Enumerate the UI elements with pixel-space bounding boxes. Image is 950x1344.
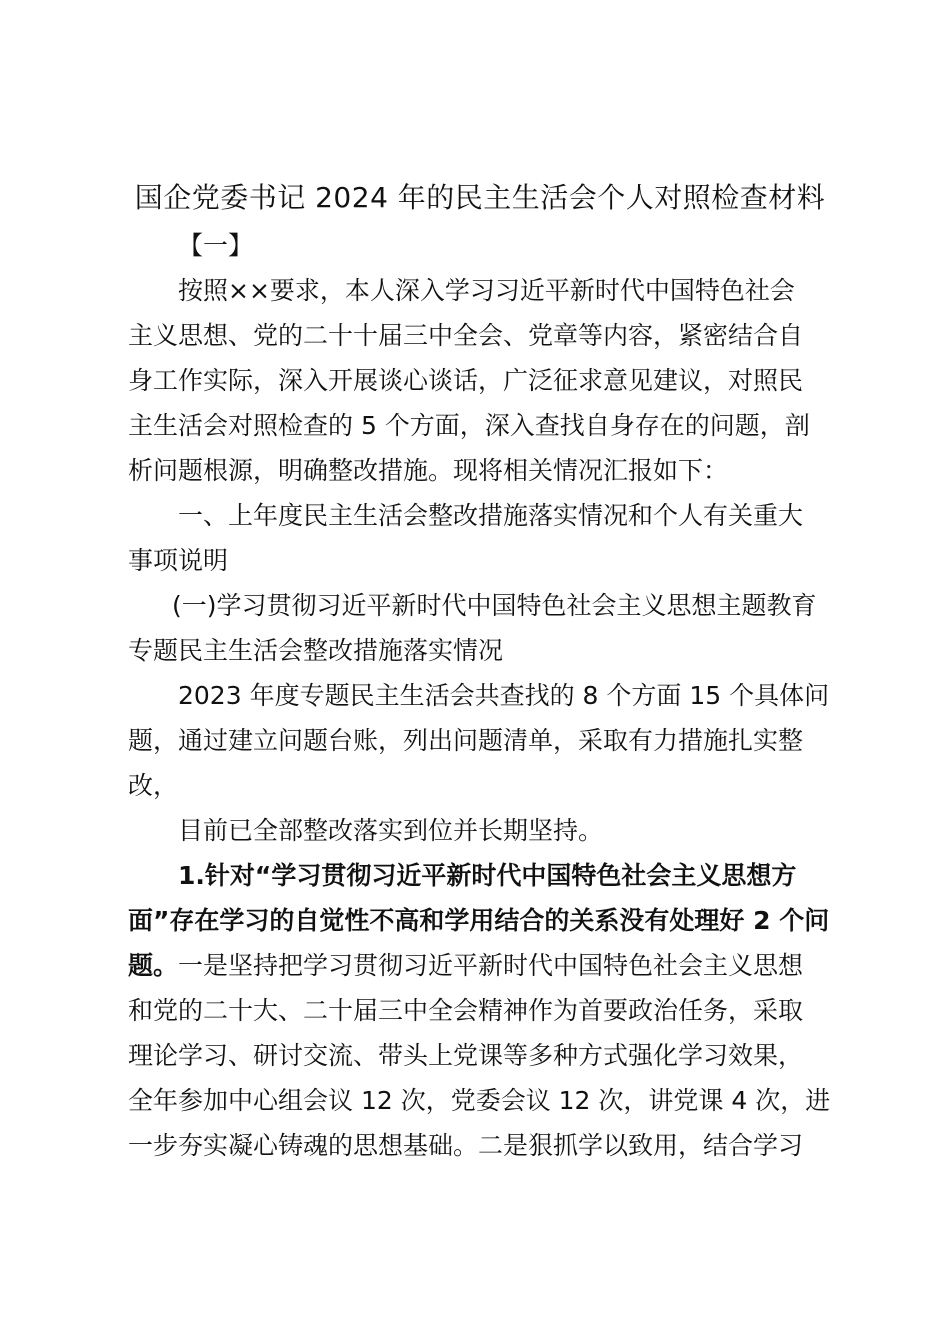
paragraph-line: 目前已全部整改落实到位并长期坚持。 <box>178 816 604 845</box>
paragraph-line: 改， <box>128 771 179 800</box>
paragraph-line: 全年参加中心组会议 12 次，党委会议 12 次，讲党课 4 次，进 <box>128 1086 831 1115</box>
bold-heading-line: 面”存在学习的自觉性不高和学用结合的关系没有处理好 2 个问 <box>128 906 830 935</box>
paragraph-line: 题，通过建立问题台账，列出问题清单，采取有力措施扎实整 <box>128 726 804 755</box>
paragraph-text: 一是坚持把学习贯彻习近平新时代中国特色社会主义思想 <box>178 951 804 980</box>
subheading-line: (一)学习贯彻习近平新时代中国特色社会主义思想主题教育 <box>172 591 817 620</box>
paragraph-line: 身工作实际，深入开展谈心谈话，广泛征求意见建议，对照民 <box>128 366 804 395</box>
paragraph-line: 析问题根源，明确整改措施。现将相关情况汇报如下： <box>128 456 729 485</box>
paragraph-line: 一步夯实凝心铸魂的思想基础。二是狠抓学以致用，结合学习 <box>128 1131 804 1160</box>
paragraph-line: 2023 年度专题民主生活会共查找的 8 个方面 15 个具体问 <box>178 681 830 710</box>
heading-line: 事项说明 <box>128 546 229 575</box>
paragraph-line: 理论学习、研讨交流、带头上党课等多种方式强化学习效果， <box>128 1041 804 1070</box>
subheading-line: 专题民主生活会整改措施落实情况 <box>128 636 504 665</box>
heading-line: 一、上年度民主生活会整改措施落实情况和个人有关重大 <box>178 501 804 530</box>
bold-heading-line: 1.针对“学习贯彻习近平新时代中国特色社会主义思想方 <box>178 861 797 890</box>
document-title: 国企党委书记 2024 年的民主生活会个人对照检查材料 <box>134 181 826 214</box>
paragraph-line: 主义思想、党的二十十届三中全会、党章等内容，紧密结合自 <box>128 321 804 350</box>
paragraph-line: 主生活会对照检查的 5 个方面，深入查找自身存在的问题，剖 <box>128 411 810 440</box>
paragraph-line: 按照××要求，本人深入学习习近平新时代中国特色社会 <box>178 276 795 305</box>
section-marker: 【一】 <box>178 231 254 260</box>
bold-heading-end: 题。 <box>128 951 179 980</box>
paragraph-line: 和党的二十大、二十届三中全会精神作为首要政治任务，采取 <box>128 996 804 1025</box>
mixed-line <box>128 948 803 984</box>
